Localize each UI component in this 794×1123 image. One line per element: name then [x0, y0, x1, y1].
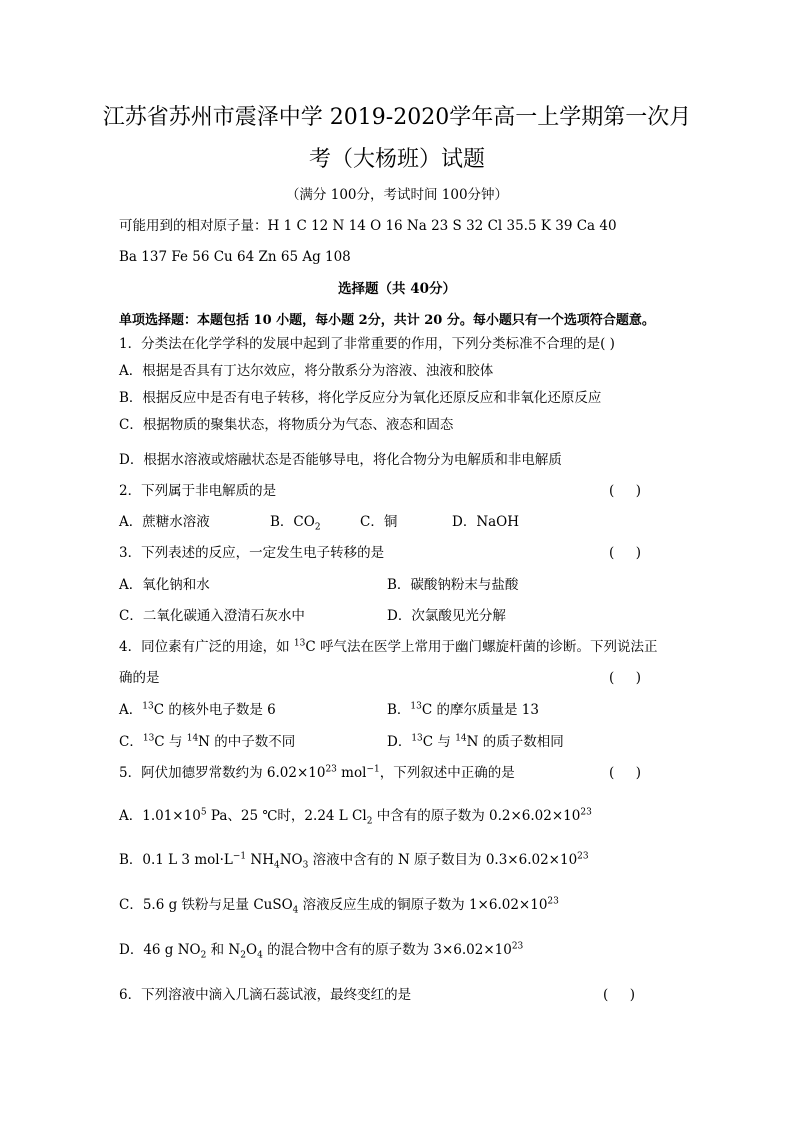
q5-option-b: B．0.1 L 3 $mol\cdot L^{-1}$ $NH_4NO_3$ 溶液中含有的 N 原子数目为 $0.3\times 6.02\times 10^{23}$ — [119, 851, 589, 871]
q3-answer-paren: ( ) — [609, 545, 641, 561]
q6-answer-paren: ( ) — [603, 987, 635, 1003]
q4-stem-line2: 确的是 — [119, 670, 160, 686]
section-title: 选择题（共 40分） — [338, 281, 456, 297]
q2-option-c: C．铜 — [360, 514, 398, 530]
atomic-masses-line1: 可能用到的相对原子量：H 1 C 12 N 14 O 16 Na 23 S 32 Cl 35.5 K 39 Ca 40 — [119, 218, 617, 234]
q3-option-a: A．氧化钠和水 — [119, 577, 210, 593]
q2-answer-paren: ( ) — [609, 483, 641, 499]
exam-title-line2: 考（大杨班）试题 — [308, 147, 485, 172]
q1-stem: 1．分类法在化学学科的发展中起到了非常重要的作用，下列分类标准不合理的是( ) — [119, 336, 615, 352]
q4-option-d: D．$^{13}$C 与 $^{14}$N 的质子数相同 — [387, 733, 564, 750]
exam-subtitle: （满分 100分，考试时间 100分钟） — [285, 187, 509, 203]
q5-option-a: A．$1.01\times 10^5$ Pa、25 ℃时，2.24 L $Cl_2$ 中含有的原子数为 $0.2\times 6.02\times 10^{23}$ — [119, 807, 592, 827]
q4-answer-paren: ( ) — [609, 670, 641, 686]
q3-option-c: C．二氧化碳通入澄清石灰水中 — [119, 608, 305, 624]
q1-option-b: B．根据反应中是否有电子转移，将化学反应分为氧化还原反应和非氧化还原反应 — [119, 390, 602, 406]
q4-option-b: B．$^{13}$C 的摩尔质量是 13 — [387, 701, 539, 718]
q3-stem: 3．下列表述的反应，一定发生电子转移的是 — [119, 545, 385, 561]
q2-option-a: A．蔗糖水溶液 — [119, 514, 210, 530]
atomic-masses-line2: Ba 137 Fe 56 Cu 64 Zn 65 Ag 108 — [119, 249, 351, 265]
exam-title-line1: 江苏省苏州市震泽中学 2019-2020学年高一上学期第一次月 — [102, 105, 692, 130]
q1-option-c: C．根据物质的聚集状态，将物质分为气态、液态和固态 — [119, 417, 454, 433]
q1-option-d: D．根据水溶液或熔融状态是否能够导电，将化合物分为电解质和非电解质 — [119, 452, 562, 468]
q5-option-d: D．46 g $NO_2$ 和 $N_2O_4$ 的混合物中含有的原子数为 $3\times 6.02\times 10^{23}$ — [119, 941, 524, 961]
q3-option-d: D．次氯酸见光分解 — [387, 608, 506, 624]
section-instruction: 单项选择题：本题包括 10 小题，每小题 2分，共计 20 分。每小题只有一个选项符合题意。 — [119, 313, 655, 328]
q1-option-a: A．根据是否具有丁达尔效应，将分散系分为溶液、浊液和胶体 — [119, 363, 494, 379]
q4-option-a: A．$^{13}$C 的核外电子数是 6 — [119, 701, 276, 718]
q4-option-c: C．$^{13}$C 与 $^{14}$N 的中子数不同 — [119, 733, 296, 750]
q4-stem: 4．同位素有广泛的用途，如 $^{13}$C 呼气法在医学上常用于幽门螺旋杆菌的诊断。下列说法正 — [119, 638, 658, 655]
q6-stem: 6．下列溶液中滴入几滴石蕊试液，最终变红的是 — [119, 987, 412, 1003]
q2-option-b: B．$CO_2$ — [270, 514, 321, 533]
q5-stem: 5．阿伏加德罗常数约为 $6.02\times 10^{23}$ mol$^{-1}$，下列叙述中正确的是 — [119, 764, 515, 781]
q5-answer-paren: ( ) — [609, 765, 641, 781]
q5-option-c: C．5.6 g 铁粉与足量 CuSO$_4$ 溶液反应生成的铜原子数为 $1\times 6.02\times 10^{23}$ — [119, 896, 559, 916]
q2-option-d: D．NaOH — [452, 514, 520, 530]
q2-stem: 2．下列属于非电解质的是 — [119, 483, 277, 499]
q3-option-b: B．碳酸钠粉末与盐酸 — [387, 577, 519, 593]
